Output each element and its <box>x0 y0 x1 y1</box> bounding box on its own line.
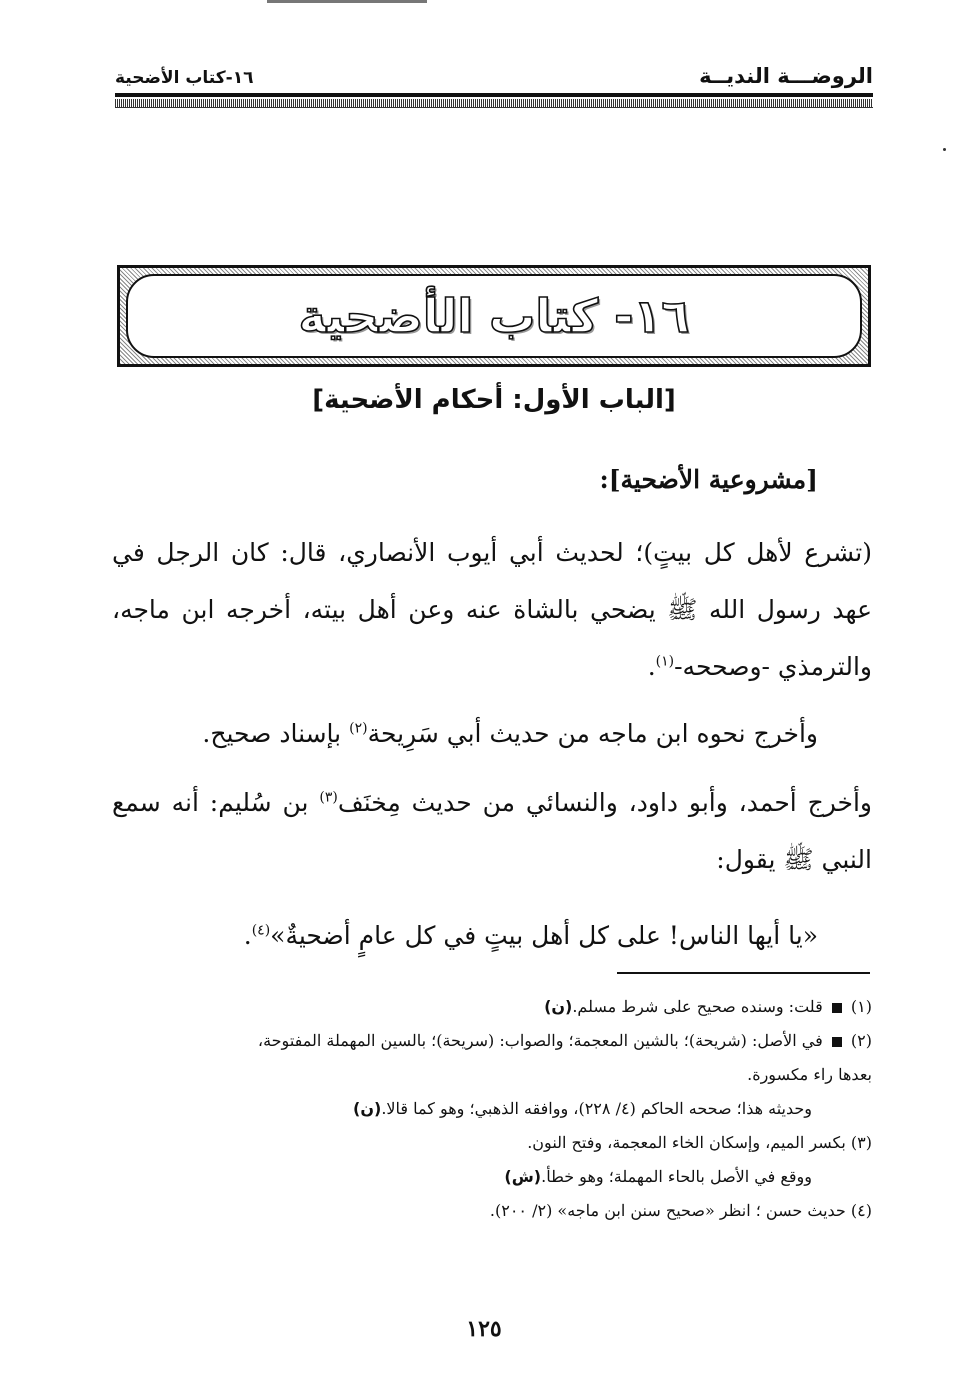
paragraph-tail: بن سُليم: أنه سمع النبي ﷺ يقول: <box>112 788 872 874</box>
footnote-ref: (٤) <box>251 922 271 939</box>
page-number: ١٢٥ <box>466 1316 502 1342</box>
paragraph-text: «يا أيها الناس! على كل أهل بيتٍ في كل عامٍ أضحيةٌ» <box>270 921 818 950</box>
footnotes <box>112 990 872 1228</box>
title-inner-box <box>126 274 862 358</box>
header-hatch-rule <box>115 99 873 108</box>
footnote-text: في الأصل: (شريحة)؛ بالشين المعجمة؛ والصواب: (سريحة)؛ بالسين المهملة المفتوحة، <box>257 1031 823 1050</box>
paragraph <box>112 774 872 888</box>
footnote-4 <box>112 1194 872 1228</box>
footnote-3-note <box>112 1160 872 1194</box>
footnote-separator <box>617 972 870 974</box>
title-frame <box>117 265 871 367</box>
footnote-number: (٤) <box>850 1201 872 1220</box>
footnote-ref: (٢) <box>349 720 368 737</box>
header-chapter-ref: ١٦-كتاب الأضحية <box>115 68 254 88</box>
footnote-1 <box>112 990 872 1024</box>
paragraph-tail: . <box>647 652 656 681</box>
paragraph-tail: بإسناد صحيح. <box>202 719 350 748</box>
footnote-ref: (٣) <box>319 789 338 806</box>
footnote-3 <box>112 1126 872 1160</box>
section-heading: [مشروعية الأضحية]: <box>599 465 818 494</box>
chapter-title: [الباب الأول: أحكام الأضحية] <box>312 385 676 415</box>
scan-dot <box>943 148 946 151</box>
footnote-2-continued <box>112 1058 872 1092</box>
square-bullet-icon <box>832 1003 842 1013</box>
scan-mark <box>267 0 427 3</box>
footnote-number: (١) <box>850 997 872 1016</box>
footnote-mark: (ن) <box>353 1099 382 1118</box>
paragraph-text: وأخرج نحوه ابن ماجه من حديث أبي سَرِيحة <box>367 719 818 748</box>
footnote-text: ووقع في الأصل بالحاء المهملة؛ وهو خطأ. <box>541 1167 812 1186</box>
footnote-number: (٢) <box>850 1031 872 1050</box>
square-bullet-icon <box>832 1037 842 1047</box>
paragraph <box>112 907 818 964</box>
footnote-2 <box>112 1024 872 1058</box>
footnote-text: بعدها راء مكسورة. <box>747 1065 872 1084</box>
running-header <box>115 58 873 88</box>
footnote-text: وحديثه هذا؛ صححه الحاكم (٤/ ٢٢٨)، ووافقه الذهبي؛ وهو كما قالا. <box>381 1099 812 1118</box>
footnote-number: (٣) <box>850 1133 872 1152</box>
header-book-name: الروضـــة النديــة <box>699 64 873 88</box>
paragraph-tail: . <box>243 921 252 950</box>
footnote-2-note <box>112 1092 872 1126</box>
book-title: ١٦- كتاب الأضحية <box>298 289 690 343</box>
footnote-ref: (١) <box>655 653 675 670</box>
paragraph <box>112 705 818 762</box>
footnote-text: بكسر الميم، وإسكان الخاء المعجمة، وفتح النون. <box>527 1133 846 1152</box>
header-rule <box>115 93 873 97</box>
paragraph <box>112 524 872 695</box>
paragraph-text: (تشرع لأهل كل بيتٍ)؛ لحديث أبي أيوب الأنصاري، قال: كان الرجل في عهد رسول الله ﷺ يضحي بالشاة عنه وعن أهل بيته، أخرجه ابن ماجه، والترمذي -وصححه- <box>112 538 872 681</box>
footnote-mark: (ن) <box>544 997 573 1016</box>
footnote-mark: (ش) <box>504 1167 542 1186</box>
footnote-text: حديث حسن ؛ انظر «صحيح سنن ابن ماجه» (٢/ ٢٠٠). <box>489 1201 846 1220</box>
paragraph-text: وأخرج أحمد، وأبو داود، والنسائي من حديث مِخنَف <box>337 788 872 817</box>
footnote-text: قلت: وسنده صحيح على شرط مسلم. <box>572 997 823 1016</box>
